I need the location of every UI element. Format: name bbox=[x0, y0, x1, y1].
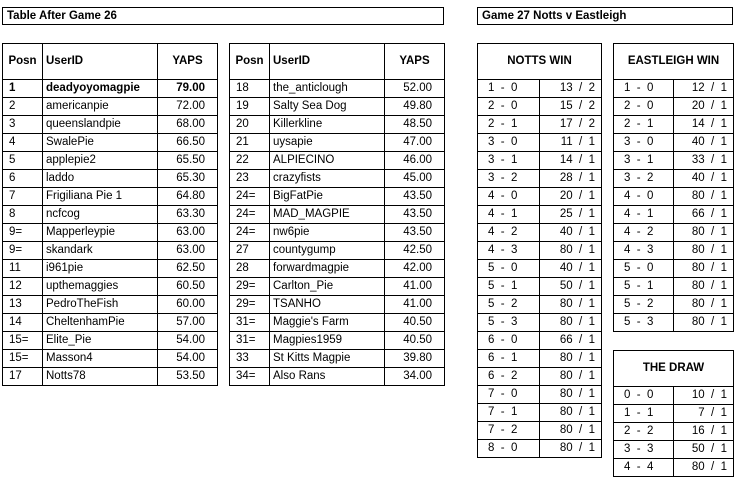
table-row bbox=[3, 152, 218, 170]
odds-row bbox=[478, 350, 602, 368]
odds-row bbox=[478, 98, 602, 116]
userid-cell: MAD_MAGPIE bbox=[270, 206, 385, 224]
table-row bbox=[3, 116, 218, 134]
league-table-part-2 bbox=[229, 43, 445, 386]
posn-cell: 22 bbox=[230, 152, 270, 170]
odds-cell: 80 / 1 bbox=[540, 242, 602, 260]
userid-cell: CheltenhamPie bbox=[43, 314, 158, 332]
odds-cell: 13 / 2 bbox=[540, 80, 602, 98]
table-row bbox=[3, 260, 218, 278]
yaps-cell: 53.50 bbox=[158, 368, 218, 386]
odds-cell: 40 / 1 bbox=[674, 170, 734, 188]
odds-cell: 80 / 1 bbox=[540, 314, 602, 332]
userid-cell: Elite_Pie bbox=[43, 332, 158, 350]
posn-cell: 3 bbox=[3, 116, 43, 134]
odds-cell: 80 / 1 bbox=[674, 459, 734, 477]
odds-row bbox=[478, 80, 602, 98]
score-cell: 4 - 0 bbox=[614, 188, 674, 206]
yaps-cell: 41.00 bbox=[385, 278, 445, 296]
userid-cell: Mapperleypie bbox=[43, 224, 158, 242]
score-cell: 1 - 1 bbox=[614, 405, 674, 423]
yaps-cell: 42.50 bbox=[385, 242, 445, 260]
yaps-cell: 43.50 bbox=[385, 206, 445, 224]
table-row bbox=[230, 80, 445, 98]
draw-title: THE DRAW bbox=[614, 351, 734, 387]
odds-row bbox=[614, 134, 734, 152]
userid-cell: SwalePie bbox=[43, 134, 158, 152]
yaps-cell: 63.00 bbox=[158, 224, 218, 242]
score-cell: 2 - 1 bbox=[478, 116, 540, 134]
odds-row bbox=[478, 296, 602, 314]
table-row bbox=[3, 188, 218, 206]
odds-row bbox=[478, 422, 602, 440]
table-row bbox=[230, 332, 445, 350]
score-cell: 4 - 2 bbox=[478, 224, 540, 242]
posn-cell: 29= bbox=[230, 278, 270, 296]
posn-header: Posn bbox=[3, 44, 43, 80]
userid-cell: TSANHO bbox=[270, 296, 385, 314]
yaps-cell: 52.00 bbox=[385, 80, 445, 98]
odds-row bbox=[614, 170, 734, 188]
score-cell: 4 - 1 bbox=[614, 206, 674, 224]
table-row bbox=[230, 188, 445, 206]
odds-cell: 14 / 1 bbox=[674, 116, 734, 134]
odds-row bbox=[478, 206, 602, 224]
table-row bbox=[230, 206, 445, 224]
draw-odds-table bbox=[613, 350, 734, 477]
userid-cell: Masson4 bbox=[43, 350, 158, 368]
odds-row bbox=[614, 116, 734, 134]
odds-cell: 80 / 1 bbox=[674, 260, 734, 278]
table-row bbox=[230, 314, 445, 332]
odds-cell: 16 / 1 bbox=[674, 423, 734, 441]
posn-cell: 28 bbox=[230, 260, 270, 278]
odds-cell: 25 / 1 bbox=[540, 206, 602, 224]
odds-cell: 50 / 1 bbox=[540, 278, 602, 296]
odds-cell: 7 / 1 bbox=[674, 405, 734, 423]
yaps-cell: 63.00 bbox=[158, 242, 218, 260]
odds-row bbox=[478, 260, 602, 278]
score-cell: 6 - 2 bbox=[478, 368, 540, 386]
userid-cell: Killerkline bbox=[270, 116, 385, 134]
odds-row bbox=[478, 278, 602, 296]
odds-row bbox=[478, 152, 602, 170]
table-row bbox=[230, 350, 445, 368]
odds-cell: 80 / 1 bbox=[674, 242, 734, 260]
yaps-cell: 48.50 bbox=[385, 116, 445, 134]
posn-cell: 31= bbox=[230, 332, 270, 350]
score-cell: 8 - 0 bbox=[478, 440, 540, 458]
score-cell: 0 - 0 bbox=[614, 387, 674, 405]
posn-cell: 12 bbox=[3, 278, 43, 296]
odds-cell: 11 / 1 bbox=[540, 134, 602, 152]
score-cell: 4 - 3 bbox=[614, 242, 674, 260]
posn-cell: 33 bbox=[230, 350, 270, 368]
odds-row bbox=[478, 440, 602, 458]
score-cell: 2 - 0 bbox=[614, 98, 674, 116]
table-row bbox=[3, 242, 218, 260]
odds-row bbox=[614, 188, 734, 206]
userid-header: UserID bbox=[43, 44, 158, 80]
odds-row bbox=[614, 80, 734, 98]
odds-header bbox=[614, 44, 734, 80]
table-row bbox=[3, 350, 218, 368]
odds-header bbox=[614, 351, 734, 387]
posn-cell: 31= bbox=[230, 314, 270, 332]
yaps-cell: 62.50 bbox=[158, 260, 218, 278]
posn-cell: 19 bbox=[230, 98, 270, 116]
table-row bbox=[230, 278, 445, 296]
posn-cell: 24= bbox=[230, 224, 270, 242]
userid-cell: americanpie bbox=[43, 98, 158, 116]
odds-row bbox=[478, 170, 602, 188]
odds-cell: 80 / 1 bbox=[540, 296, 602, 314]
posn-cell: 23 bbox=[230, 170, 270, 188]
score-cell: 6 - 0 bbox=[478, 332, 540, 350]
userid-cell: skandark bbox=[43, 242, 158, 260]
odds-row bbox=[614, 387, 734, 405]
league-table-title: Table After Game 26 bbox=[2, 7, 444, 25]
yaps-cell: 65.30 bbox=[158, 170, 218, 188]
posn-cell: 13 bbox=[3, 296, 43, 314]
table-header bbox=[3, 44, 218, 80]
score-cell: 5 - 3 bbox=[614, 314, 674, 332]
userid-cell: Notts78 bbox=[43, 368, 158, 386]
posn-cell: 11 bbox=[3, 260, 43, 278]
posn-cell: 21 bbox=[230, 134, 270, 152]
table-row bbox=[3, 224, 218, 242]
odds-row bbox=[478, 134, 602, 152]
odds-row bbox=[478, 188, 602, 206]
odds-row bbox=[478, 404, 602, 422]
userid-cell: laddo bbox=[43, 170, 158, 188]
odds-cell: 80 / 1 bbox=[540, 350, 602, 368]
posn-cell: 9= bbox=[3, 242, 43, 260]
table-row bbox=[3, 98, 218, 116]
userid-cell: applepie2 bbox=[43, 152, 158, 170]
odds-row bbox=[614, 224, 734, 242]
yaps-cell: 63.30 bbox=[158, 206, 218, 224]
odds-cell: 80 / 1 bbox=[540, 404, 602, 422]
yaps-cell: 54.00 bbox=[158, 350, 218, 368]
userid-cell: ncfcog bbox=[43, 206, 158, 224]
userid-cell: Carlton_Pie bbox=[270, 278, 385, 296]
posn-cell: 8 bbox=[3, 206, 43, 224]
yaps-cell: 72.00 bbox=[158, 98, 218, 116]
table-row bbox=[3, 80, 218, 98]
odds-row bbox=[614, 441, 734, 459]
score-cell: 3 - 2 bbox=[614, 170, 674, 188]
odds-cell: 12 / 1 bbox=[674, 80, 734, 98]
yaps-cell: 65.50 bbox=[158, 152, 218, 170]
table-row bbox=[230, 134, 445, 152]
score-cell: 1 - 0 bbox=[614, 80, 674, 98]
userid-cell: countygump bbox=[270, 242, 385, 260]
odds-cell: 80 / 1 bbox=[674, 188, 734, 206]
userid-cell: crazyfists bbox=[270, 170, 385, 188]
table-row bbox=[230, 170, 445, 188]
table-row bbox=[230, 116, 445, 134]
odds-row bbox=[478, 224, 602, 242]
table-row bbox=[230, 260, 445, 278]
yaps-cell: 40.50 bbox=[385, 314, 445, 332]
score-cell: 4 - 2 bbox=[614, 224, 674, 242]
table-row bbox=[230, 296, 445, 314]
posn-cell: 20 bbox=[230, 116, 270, 134]
odds-cell: 40 / 1 bbox=[540, 224, 602, 242]
odds-row bbox=[614, 296, 734, 314]
userid-header: UserID bbox=[270, 44, 385, 80]
odds-row bbox=[614, 242, 734, 260]
posn-cell: 18 bbox=[230, 80, 270, 98]
odds-row bbox=[478, 242, 602, 260]
odds-cell: 66 / 1 bbox=[674, 206, 734, 224]
posn-cell: 24= bbox=[230, 206, 270, 224]
score-cell: 7 - 2 bbox=[478, 422, 540, 440]
table-row bbox=[230, 368, 445, 386]
score-cell: 3 - 0 bbox=[478, 134, 540, 152]
userid-cell: St Kitts Magpie bbox=[270, 350, 385, 368]
score-cell: 5 - 1 bbox=[614, 278, 674, 296]
odds-row bbox=[614, 206, 734, 224]
odds-cell: 80 / 1 bbox=[674, 278, 734, 296]
odds-row bbox=[478, 314, 602, 332]
yaps-cell: 68.00 bbox=[158, 116, 218, 134]
score-cell: 4 - 4 bbox=[614, 459, 674, 477]
table-row bbox=[3, 368, 218, 386]
yaps-cell: 46.00 bbox=[385, 152, 445, 170]
score-cell: 5 - 3 bbox=[478, 314, 540, 332]
userid-cell: queenslandpie bbox=[43, 116, 158, 134]
odds-row bbox=[614, 98, 734, 116]
odds-row bbox=[614, 459, 734, 477]
odds-cell: 17 / 2 bbox=[540, 116, 602, 134]
odds-row bbox=[478, 116, 602, 134]
userid-cell: Salty Sea Dog bbox=[270, 98, 385, 116]
odds-cell: 66 / 1 bbox=[540, 332, 602, 350]
yaps-cell: 60.00 bbox=[158, 296, 218, 314]
posn-cell: 29= bbox=[230, 296, 270, 314]
score-cell: 3 - 1 bbox=[478, 152, 540, 170]
userid-cell: Frigiliana Pie 1 bbox=[43, 188, 158, 206]
table-row bbox=[230, 242, 445, 260]
score-cell: 5 - 2 bbox=[478, 296, 540, 314]
notts-win-title: NOTTS WIN bbox=[478, 44, 602, 80]
league-table-part-1 bbox=[2, 43, 218, 386]
score-cell: 5 - 2 bbox=[614, 296, 674, 314]
score-cell: 4 - 0 bbox=[478, 188, 540, 206]
table-row bbox=[230, 152, 445, 170]
odds-cell: 40 / 1 bbox=[674, 134, 734, 152]
userid-cell: Magpies1959 bbox=[270, 332, 385, 350]
userid-cell: deadyoyomagpie bbox=[43, 80, 158, 98]
score-cell: 2 - 2 bbox=[614, 423, 674, 441]
yaps-cell: 60.50 bbox=[158, 278, 218, 296]
odds-cell: 33 / 1 bbox=[674, 152, 734, 170]
posn-cell: 34= bbox=[230, 368, 270, 386]
odds-cell: 50 / 1 bbox=[674, 441, 734, 459]
yaps-cell: 45.00 bbox=[385, 170, 445, 188]
odds-cell: 28 / 1 bbox=[540, 170, 602, 188]
yaps-cell: 66.50 bbox=[158, 134, 218, 152]
posn-cell: 4 bbox=[3, 134, 43, 152]
odds-row bbox=[478, 332, 602, 350]
posn-header: Posn bbox=[230, 44, 270, 80]
userid-cell: nw6pie bbox=[270, 224, 385, 242]
odds-header bbox=[478, 44, 602, 80]
score-cell: 3 - 0 bbox=[614, 134, 674, 152]
odds-cell: 20 / 1 bbox=[540, 188, 602, 206]
score-cell: 3 - 1 bbox=[614, 152, 674, 170]
posn-cell: 6 bbox=[3, 170, 43, 188]
userid-cell: PedroTheFish bbox=[43, 296, 158, 314]
score-cell: 2 - 1 bbox=[614, 116, 674, 134]
userid-cell: Also Rans bbox=[270, 368, 385, 386]
yaps-cell: 49.80 bbox=[385, 98, 445, 116]
notts-win-odds-table bbox=[477, 43, 602, 458]
table-row bbox=[3, 206, 218, 224]
userid-cell: the_anticlough bbox=[270, 80, 385, 98]
table-row bbox=[230, 98, 445, 116]
score-cell: 5 - 1 bbox=[478, 278, 540, 296]
table-row bbox=[3, 314, 218, 332]
posn-cell: 17 bbox=[3, 368, 43, 386]
yaps-cell: 43.50 bbox=[385, 188, 445, 206]
userid-cell: ALPIECINO bbox=[270, 152, 385, 170]
score-cell: 1 - 0 bbox=[478, 80, 540, 98]
table-row bbox=[230, 224, 445, 242]
userid-cell: upthemaggies bbox=[43, 278, 158, 296]
table-row bbox=[3, 170, 218, 188]
odds-cell: 80 / 1 bbox=[674, 224, 734, 242]
odds-row bbox=[478, 368, 602, 386]
odds-cell: 20 / 1 bbox=[674, 98, 734, 116]
yaps-cell: 39.80 bbox=[385, 350, 445, 368]
odds-cell: 14 / 1 bbox=[540, 152, 602, 170]
userid-cell: BigFatPie bbox=[270, 188, 385, 206]
posn-cell: 27 bbox=[230, 242, 270, 260]
eastleigh-win-odds-table bbox=[613, 43, 734, 332]
score-cell: 3 - 3 bbox=[614, 441, 674, 459]
yaps-cell: 42.00 bbox=[385, 260, 445, 278]
score-cell: 7 - 1 bbox=[478, 404, 540, 422]
yaps-cell: 57.00 bbox=[158, 314, 218, 332]
odds-row bbox=[614, 314, 734, 332]
table-row bbox=[3, 296, 218, 314]
yaps-cell: 54.00 bbox=[158, 332, 218, 350]
userid-cell: uysapie bbox=[270, 134, 385, 152]
yaps-cell: 79.00 bbox=[158, 80, 218, 98]
yaps-cell: 34.00 bbox=[385, 368, 445, 386]
odds-cell: 80 / 1 bbox=[540, 386, 602, 404]
eastleigh-win-title: EASTLEIGH WIN bbox=[614, 44, 734, 80]
odds-row bbox=[614, 278, 734, 296]
posn-cell: 7 bbox=[3, 188, 43, 206]
score-cell: 4 - 3 bbox=[478, 242, 540, 260]
odds-row bbox=[614, 405, 734, 423]
yaps-cell: 64.80 bbox=[158, 188, 218, 206]
yaps-header: YAPS bbox=[385, 44, 445, 80]
odds-cell: 80 / 1 bbox=[674, 314, 734, 332]
odds-cell: 80 / 1 bbox=[540, 368, 602, 386]
table-row bbox=[3, 332, 218, 350]
posn-cell: 14 bbox=[3, 314, 43, 332]
odds-cell: 80 / 1 bbox=[674, 296, 734, 314]
posn-cell: 24= bbox=[230, 188, 270, 206]
posn-cell: 9= bbox=[3, 224, 43, 242]
score-cell: 3 - 2 bbox=[478, 170, 540, 188]
odds-cell: 10 / 1 bbox=[674, 387, 734, 405]
posn-cell: 1 bbox=[3, 80, 43, 98]
yaps-cell: 47.00 bbox=[385, 134, 445, 152]
odds-cell: 40 / 1 bbox=[540, 260, 602, 278]
game-title: Game 27 Notts v Eastleigh bbox=[477, 7, 733, 25]
odds-cell: 15 / 2 bbox=[540, 98, 602, 116]
odds-row bbox=[614, 152, 734, 170]
score-cell: 5 - 0 bbox=[614, 260, 674, 278]
score-cell: 4 - 1 bbox=[478, 206, 540, 224]
table-header bbox=[230, 44, 445, 80]
table-row bbox=[3, 278, 218, 296]
score-cell: 6 - 1 bbox=[478, 350, 540, 368]
score-cell: 2 - 0 bbox=[478, 98, 540, 116]
posn-cell: 15= bbox=[3, 350, 43, 368]
odds-cell: 80 / 1 bbox=[540, 422, 602, 440]
posn-cell: 2 bbox=[3, 98, 43, 116]
posn-cell: 15= bbox=[3, 332, 43, 350]
yaps-cell: 40.50 bbox=[385, 332, 445, 350]
yaps-header: YAPS bbox=[158, 44, 218, 80]
yaps-cell: 43.50 bbox=[385, 224, 445, 242]
odds-cell: 80 / 1 bbox=[540, 440, 602, 458]
posn-cell: 5 bbox=[3, 152, 43, 170]
score-cell: 7 - 0 bbox=[478, 386, 540, 404]
userid-cell: i961pie bbox=[43, 260, 158, 278]
odds-row bbox=[614, 260, 734, 278]
odds-row bbox=[614, 423, 734, 441]
userid-cell: Maggie's Farm bbox=[270, 314, 385, 332]
score-cell: 5 - 0 bbox=[478, 260, 540, 278]
userid-cell: forwardmagpie bbox=[270, 260, 385, 278]
yaps-cell: 41.00 bbox=[385, 296, 445, 314]
table-row bbox=[3, 134, 218, 152]
odds-row bbox=[478, 386, 602, 404]
